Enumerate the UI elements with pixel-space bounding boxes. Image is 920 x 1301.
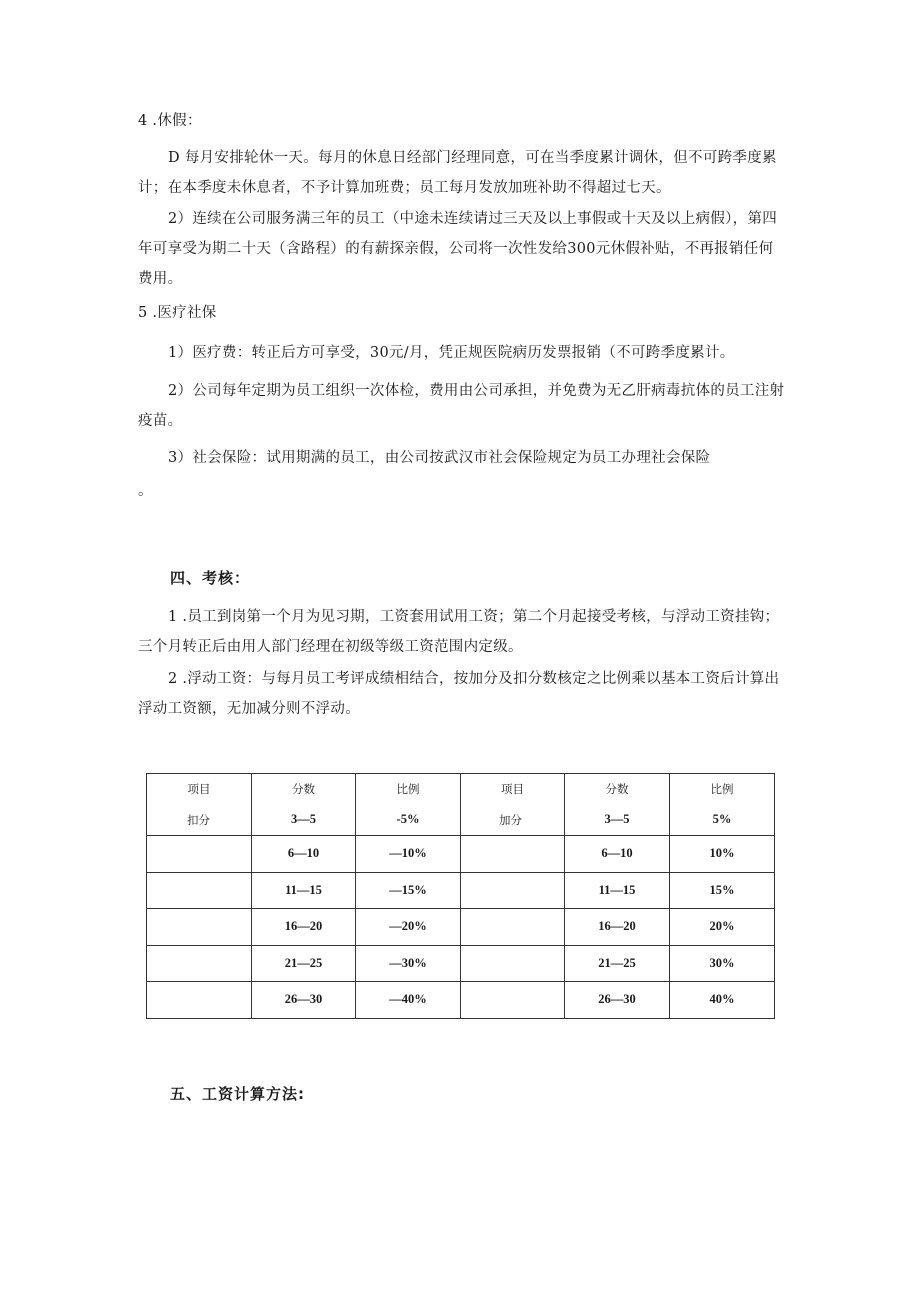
deduct-ratio: —10% <box>356 836 461 873</box>
deduct-score: 3—5 <box>252 804 356 836</box>
empty-cell <box>147 909 252 946</box>
table-row <box>147 945 775 982</box>
assessment-item-2: 2 .浮动工资：与每月员工考评成绩相结合，按加分及扣分数核定之比例乘以基本工资后计算出浮动工资额，无加减分则不浮动。 <box>138 671 780 717</box>
medical-item-1: 1）医疗费：转正后方可享受，30元/月，凭正规医院病历发票报销（不可跨季度累计。 <box>168 345 735 361</box>
deduct-ratio: —15% <box>356 872 461 909</box>
header-item-add: 项目 <box>461 774 565 805</box>
empty-cell <box>461 872 565 909</box>
table-row <box>147 872 775 909</box>
assessment-heading: 四、考核： <box>170 569 251 587</box>
add-ratio: 30% <box>670 945 775 982</box>
header-ratio-add: 比例 <box>670 774 775 805</box>
header-ratio-deduct: 比例 <box>356 774 461 805</box>
header-score-deduct: 分数 <box>252 774 356 805</box>
empty-cell <box>147 982 252 1019</box>
add-score: 11—15 <box>565 872 670 909</box>
table-row <box>147 982 775 1019</box>
add-score: 26—30 <box>565 982 670 1019</box>
deduct-score: 21—25 <box>252 945 356 982</box>
leave-item-1: D 每月安排轮休一天。每月的休息日经部门经理同意，可在当季度累计调休，但不可跨季度累计；在本季度未休息者，不予计算加班费；员工每月发放加班补助不得超过七天。 <box>138 150 777 196</box>
header-score-add: 分数 <box>565 774 670 805</box>
deduct-ratio: —20% <box>356 909 461 946</box>
table-row <box>147 836 775 873</box>
empty-cell <box>461 982 565 1019</box>
salary-method-heading: 五、工资计算方法: <box>170 1085 305 1103</box>
medical-item-3: 3）社会保险：试用期满的员工，由公司按武汉市社会保险规定为员工办理社会保险 <box>168 450 711 466</box>
empty-cell <box>461 945 565 982</box>
add-ratio: 40% <box>670 982 775 1019</box>
deduct-score: 6—10 <box>252 836 356 873</box>
add-label: 加分 <box>461 804 565 836</box>
leave-section-title: 4 .休假： <box>138 113 202 129</box>
empty-cell <box>147 945 252 982</box>
add-ratio: 20% <box>670 909 775 946</box>
add-ratio: 10% <box>670 836 775 873</box>
deduct-ratio: -5% <box>356 804 461 836</box>
deduct-ratio: —30% <box>356 945 461 982</box>
assessment-item-1: 1 .员工到岗第一个月为见习期，工资套用试用工资；第二个月起接受考核，与浮动工资挂钩；三个月转正后由用人部门经理在初级等级工资范围内定级。 <box>138 609 780 655</box>
header-item-deduct: 项目 <box>147 774 252 805</box>
deduct-score: 26—30 <box>252 982 356 1019</box>
deduct-label: 扣分 <box>147 804 252 836</box>
add-score: 3—5 <box>565 804 670 836</box>
add-ratio: 5% <box>670 804 775 836</box>
medical-item-2: 2）公司每年定期为员工组织一次体检，费用由公司承担，并免费为无乙肝病毒抗体的员工注射疫苗。 <box>138 383 785 429</box>
add-score: 16—20 <box>565 909 670 946</box>
deduct-ratio: —40% <box>356 982 461 1019</box>
deduct-score: 16—20 <box>252 909 356 946</box>
add-ratio: 15% <box>670 872 775 909</box>
medical-section-title: 5 .医疗社保 <box>138 305 217 321</box>
empty-cell <box>147 836 252 873</box>
add-score: 21—25 <box>565 945 670 982</box>
leave-item-2: 2）连续在公司服务满三年的员工（中途未连续请过三天及以上事假或十天及以上病假），第四年可享受为期二十天（含路程）的有薪探亲假，公司将一次性发给300元休假补贴，不再报销任何费用。 <box>138 211 778 287</box>
empty-cell <box>461 836 565 873</box>
score-ratio-table <box>146 773 774 1019</box>
empty-cell <box>147 872 252 909</box>
medical-item-3-tail: 。 <box>138 483 153 499</box>
table-row <box>147 909 775 946</box>
deduct-score: 11—15 <box>252 872 356 909</box>
table-header-row <box>147 774 775 805</box>
table-row <box>147 804 775 836</box>
empty-cell <box>461 909 565 946</box>
add-score: 6—10 <box>565 836 670 873</box>
